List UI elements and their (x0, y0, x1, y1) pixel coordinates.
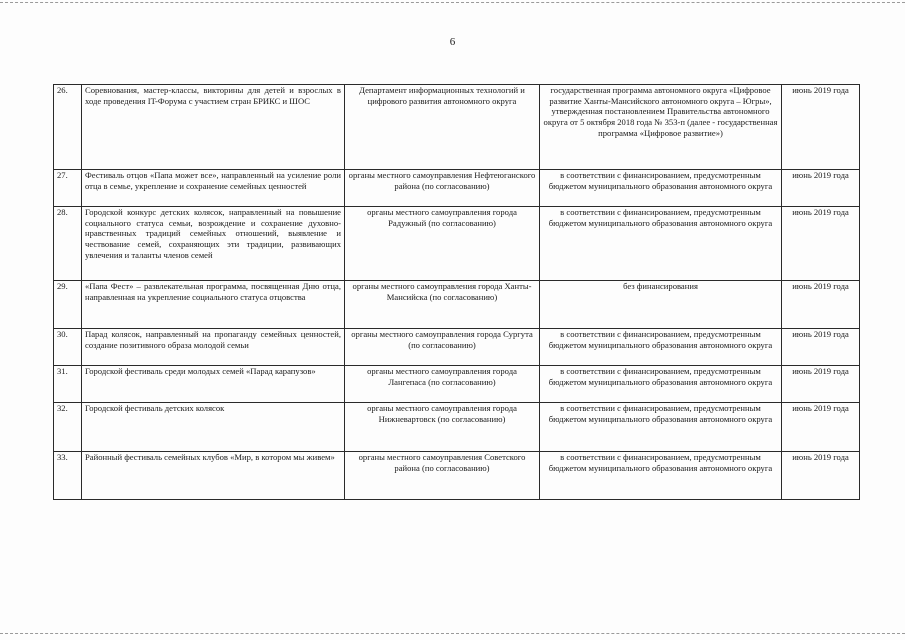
execution-term: июнь 2019 года (782, 329, 860, 366)
table-row (54, 366, 860, 403)
financing-source: государственная программа автономного округа «Цифровое развитие Ханты-Мансийского автономного округа – Югры», утвержденная постановлением Правительства автономного округа от 5 октября 2018 года № 353-п (далее - государственная программа «Цифровое развитие») (540, 85, 782, 170)
responsible-organization: органы местного самоуправления Нефтеюганского района (по согласованию) (345, 170, 540, 207)
financing-source: в соответствии с финансированием, предусмотренным бюджетом муниципального образования автономного округа (540, 366, 782, 403)
row-number: 27. (54, 170, 82, 207)
financing-source: в соответствии с финансированием, предусмотренным бюджетом муниципального образования автономного округа (540, 403, 782, 452)
event-description: Городской фестиваль детских колясок (82, 403, 345, 452)
events-table (53, 84, 860, 500)
event-description: Городской фестиваль среди молодых семей «Парад карапузов» (82, 366, 345, 403)
execution-term: июнь 2019 года (782, 85, 860, 170)
row-number: 31. (54, 366, 82, 403)
responsible-organization: органы местного самоуправления города Лангепаса (по согласованию) (345, 366, 540, 403)
row-number: 33. (54, 452, 82, 500)
financing-source: без финансирования (540, 281, 782, 329)
execution-term: июнь 2019 года (782, 452, 860, 500)
row-number: 26. (54, 85, 82, 170)
financing-source: в соответствии с финансированием, предусмотренным бюджетом муниципального образования автономного округа (540, 452, 782, 500)
table-row (54, 170, 860, 207)
page-number: 6 (449, 36, 456, 48)
table-row (54, 207, 860, 281)
table-row (54, 281, 860, 329)
execution-term: июнь 2019 года (782, 170, 860, 207)
row-number: 28. (54, 207, 82, 281)
responsible-organization: органы местного самоуправления города Нижневартовск (по согласованию) (345, 403, 540, 452)
responsible-organization: органы местного самоуправления города Радужный (по согласованию) (345, 207, 540, 281)
event-description: Городской конкурс детских колясок, направленный на повышение социального статуса семьи, возрождение и сохранение духовно-нравственных традиций семейных отношений, выявление и чествование семей, сохраняющих эти традиции, развивающих увлечения и таланты членов семей (82, 207, 345, 281)
row-number: 30. (54, 329, 82, 366)
responsible-organization: органы местного самоуправления города Ханты-Мансийска (по согласованию) (345, 281, 540, 329)
execution-term: июнь 2019 года (782, 366, 860, 403)
event-description: Фестиваль отцов «Папа может все», направленный на усиление роли отца в семье, укрепление и сохранение семейных ценностей (82, 170, 345, 207)
event-description: Районный фестиваль семейных клубов «Мир, в котором мы живем» (82, 452, 345, 500)
responsible-organization: органы местного самоуправления города Сургута (по согласованию) (345, 329, 540, 366)
table-row (54, 329, 860, 366)
responsible-organization: органы местного самоуправления Советского района (по согласованию) (345, 452, 540, 500)
table-row (54, 403, 860, 452)
table-row (54, 85, 860, 170)
financing-source: в соответствии с финансированием, предусмотренным бюджетом муниципального образования автономного округа (540, 329, 782, 366)
execution-term: июнь 2019 года (782, 403, 860, 452)
financing-source: в соответствии с финансированием, предусмотренным бюджетом муниципального образования автономного округа (540, 207, 782, 281)
financing-source: в соответствии с финансированием, предусмотренным бюджетом муниципального образования автономного округа (540, 170, 782, 207)
row-number: 29. (54, 281, 82, 329)
execution-term: июнь 2019 года (782, 281, 860, 329)
event-description: Соревнования, мастер-классы, викторины для детей и взрослых в ходе проведения IT-Форума с участием стран БРИКС и ШОС (82, 85, 345, 170)
event-description: «Папа Фест» – развлекательная программа, посвященная Дню отца, направленная на укрепление социального статуса отцовства (82, 281, 345, 329)
execution-term: июнь 2019 года (782, 207, 860, 281)
scan-edge-bottom (0, 633, 905, 634)
responsible-organization: Департамент информационных технологий и цифрового развития автономного округа (345, 85, 540, 170)
row-number: 32. (54, 403, 82, 452)
scan-edge-top (0, 2, 905, 3)
table-row (54, 452, 860, 500)
event-description: Парад колясок, направленный на пропаганду семейных ценностей, создание позитивного образа молодой семьи (82, 329, 345, 366)
